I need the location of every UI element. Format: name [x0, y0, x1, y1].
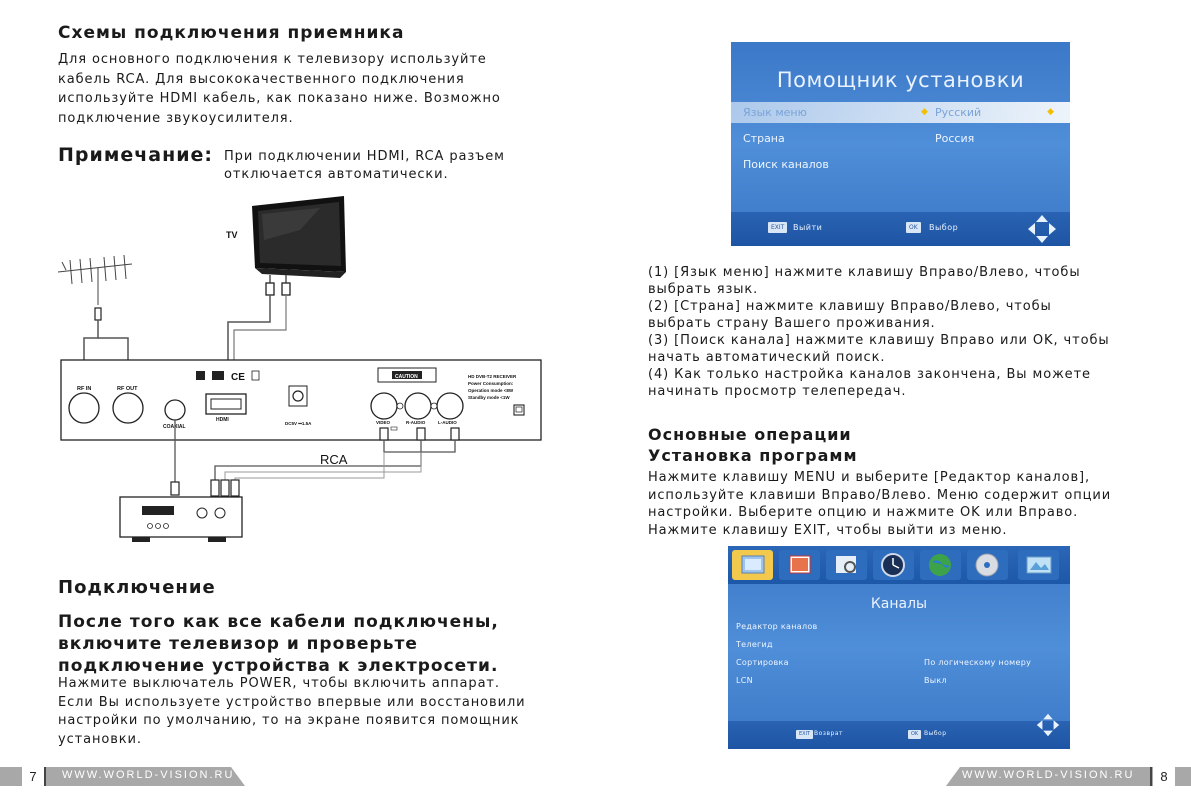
receiver-info-4: Standby mode <1W	[468, 395, 510, 400]
wizard-row-value: Русский	[935, 106, 982, 119]
note-label: Примечание:	[58, 144, 214, 166]
rf-out-port	[113, 393, 143, 423]
ok-key-icon: OK	[908, 730, 921, 739]
channels-row-sort[interactable]: Сортировка	[736, 658, 789, 667]
page-number-left: 7	[22, 767, 44, 786]
schemes-title: Схемы подключения приемника	[58, 23, 405, 43]
wizard-title: Помощник установки	[776, 68, 1025, 92]
arrow-left-icon: ◆	[921, 107, 928, 117]
receiver-info-3: Operation mode <8W	[468, 388, 514, 393]
ops-line: Нажмите клавишу EXIT, чтобы выйти из меню.	[648, 522, 1008, 538]
back-key-icon: EXIT	[796, 730, 813, 739]
wizard-row-value: Россия	[935, 132, 975, 145]
note-text-2: отключается автоматически.	[224, 167, 449, 182]
ok-label: Выбор	[924, 730, 947, 737]
navigation-arrows-icon	[1036, 713, 1060, 737]
tab-time[interactable]	[873, 550, 914, 580]
steps-line: (3) [Поиск канала] нажмите клавишу Вправо или OK, чтобы	[648, 333, 1110, 348]
wizard-row-language[interactable]	[731, 102, 1070, 123]
receiver-info-2: Power Consumption:	[468, 381, 514, 386]
steps-line: выбрать язык.	[648, 282, 759, 297]
wizard-row-label: Страна	[743, 132, 785, 145]
rca-label: RCA	[320, 452, 348, 467]
r-audio-port	[405, 393, 431, 419]
tv-icon	[252, 196, 346, 278]
l-audio-label: L-AUDIO	[438, 420, 457, 425]
connection-title: Подключение	[58, 577, 216, 598]
coaxial-label: COAXIAL	[163, 424, 186, 430]
svg-text:CE: CE	[231, 372, 245, 383]
channels-sort-value: По логическому номеру	[924, 658, 1032, 667]
amplifier-icon	[120, 497, 242, 542]
wizard-row-label: Язык меню	[743, 106, 807, 119]
connection-bold-paragraph	[58, 611, 499, 677]
tab-search[interactable]	[826, 550, 867, 580]
connection-line: настройки по умолчанию, то на экране появится помощник	[58, 713, 520, 728]
video-label: VIDEO	[376, 420, 391, 425]
ops-title-line: Основные операции	[648, 425, 852, 444]
channels-lcn-value: Выкл	[924, 676, 947, 685]
back-label: Возврат	[814, 730, 843, 737]
l-audio-port	[437, 393, 463, 419]
antenna-icon	[58, 255, 132, 305]
channels-row-editor[interactable]: Редактор каналов	[736, 622, 818, 631]
connection-bold-line: подключение устройства к электросети.	[58, 656, 499, 676]
connection-bold-line: включите телевизор и проверьте	[58, 634, 418, 654]
exit-key-icon: EXIT	[768, 222, 787, 233]
intro-line: используйте HDMI кабель, как показано ниже. Возможно	[58, 91, 501, 106]
connection-paragraph	[58, 675, 526, 749]
connection-line: Если Вы используете устройство впервые или восстановили	[58, 694, 526, 710]
connection-line: Нажмите выключатель POWER, чтобы включить аппарат.	[58, 676, 500, 691]
install-wizard-screen	[731, 42, 1070, 246]
rf-in-port	[69, 393, 99, 423]
clock-icon	[873, 550, 914, 580]
steps-line: начинать просмотр телепередач.	[648, 384, 907, 399]
connection-line: установки.	[58, 731, 142, 747]
channels-title: Каналы	[870, 596, 928, 612]
steps-line: выбрать страну Вашего проживания.	[648, 316, 936, 331]
ok-label: Выбор	[929, 223, 959, 232]
r-audio-label: R-AUDIO	[406, 420, 426, 425]
ops-line: настройки. Выберите опцию и нажмите OK или Вправо.	[648, 505, 1079, 520]
menu-tab-bar	[728, 546, 1070, 584]
page-separator-left	[44, 767, 46, 786]
ops-paragraph	[648, 469, 1111, 539]
wizard-row-channel-search[interactable]	[731, 154, 1070, 175]
connection-diagram	[0, 0, 600, 560]
search-tab-icon	[826, 550, 867, 580]
steps-paragraph	[648, 264, 1110, 400]
hdmi-label: HDMI	[216, 417, 229, 423]
wizard-row-country[interactable]	[731, 128, 1070, 149]
channels-row-epg[interactable]: Телегид	[736, 640, 773, 649]
ok-key-icon: OK	[906, 222, 921, 233]
ops-title-line: Установка программ	[648, 446, 858, 465]
picture-tab-icon	[779, 550, 820, 580]
globe-icon	[920, 550, 961, 580]
wizard-row-label: Поиск каналов	[743, 158, 829, 171]
steps-line: (1) [Язык меню] нажмите клавишу Вправо/Влево, чтобы	[648, 265, 1081, 280]
intro-line: Для основного подключения к телевизору используйте	[58, 52, 487, 67]
steps-line: начать автоматический поиск.	[648, 350, 886, 365]
tv-label: TV	[226, 230, 238, 240]
footer-url-left[interactable]: WWW.WORLD-VISION.RU	[62, 769, 235, 781]
exit-label: Выйти	[793, 223, 823, 232]
channels-bottom-bar	[728, 721, 1070, 749]
note-text-1: При подключении HDMI, RCA разъем	[224, 149, 505, 164]
connection-bold-line: После того как все кабели подключены,	[58, 612, 499, 632]
tab-system[interactable]	[1018, 550, 1059, 580]
caution-label: CAUTION	[395, 374, 418, 380]
dc-label: DC5V ⎓1.5A	[285, 421, 312, 426]
ops-line: Нажмите клавишу MENU и выберите [Редактор каналов],	[648, 470, 1091, 485]
rf-out-label: RF OUT	[117, 386, 138, 392]
tab-picture[interactable]	[779, 550, 820, 580]
page-number-right: 8	[1153, 767, 1175, 786]
rf-in-label: RF IN	[77, 386, 92, 392]
channels-row-lcn[interactable]: LCN	[736, 676, 753, 685]
ops-title	[648, 424, 858, 466]
steps-line: (2) [Страна] нажмите клавишу Вправо/Влево, чтобы	[648, 299, 1052, 314]
disc-icon	[967, 550, 1008, 580]
steps-line: (4) Как только настройка каналов закончена, Вы можете	[648, 367, 1091, 382]
video-port	[371, 393, 397, 419]
channels-menu-screen	[728, 546, 1070, 749]
channels-tab-icon	[732, 550, 773, 580]
intro-line: кабель RCA. Для высококачественного подключения	[58, 71, 465, 87]
arrow-right-icon: ◆	[1047, 107, 1054, 117]
tab-media[interactable]	[967, 550, 1008, 580]
tab-language[interactable]	[920, 550, 961, 580]
intro-line: подключение звукоусилителя.	[58, 110, 294, 126]
navigation-arrows-icon	[1027, 214, 1057, 244]
receiver-info-1: HD DVB-T2 RECEIVER	[468, 374, 517, 379]
wizard-bottom-bar	[731, 212, 1070, 246]
ops-line: используйте клавиши Вправо/Влево. Меню содержит опции	[648, 487, 1112, 503]
coaxial-port	[165, 400, 185, 420]
page-separator-right	[1150, 767, 1152, 786]
tab-channels[interactable]	[732, 550, 773, 580]
footer-url-right[interactable]: WWW.WORLD-VISION.RU	[962, 769, 1135, 781]
system-tab-icon	[1018, 550, 1059, 580]
